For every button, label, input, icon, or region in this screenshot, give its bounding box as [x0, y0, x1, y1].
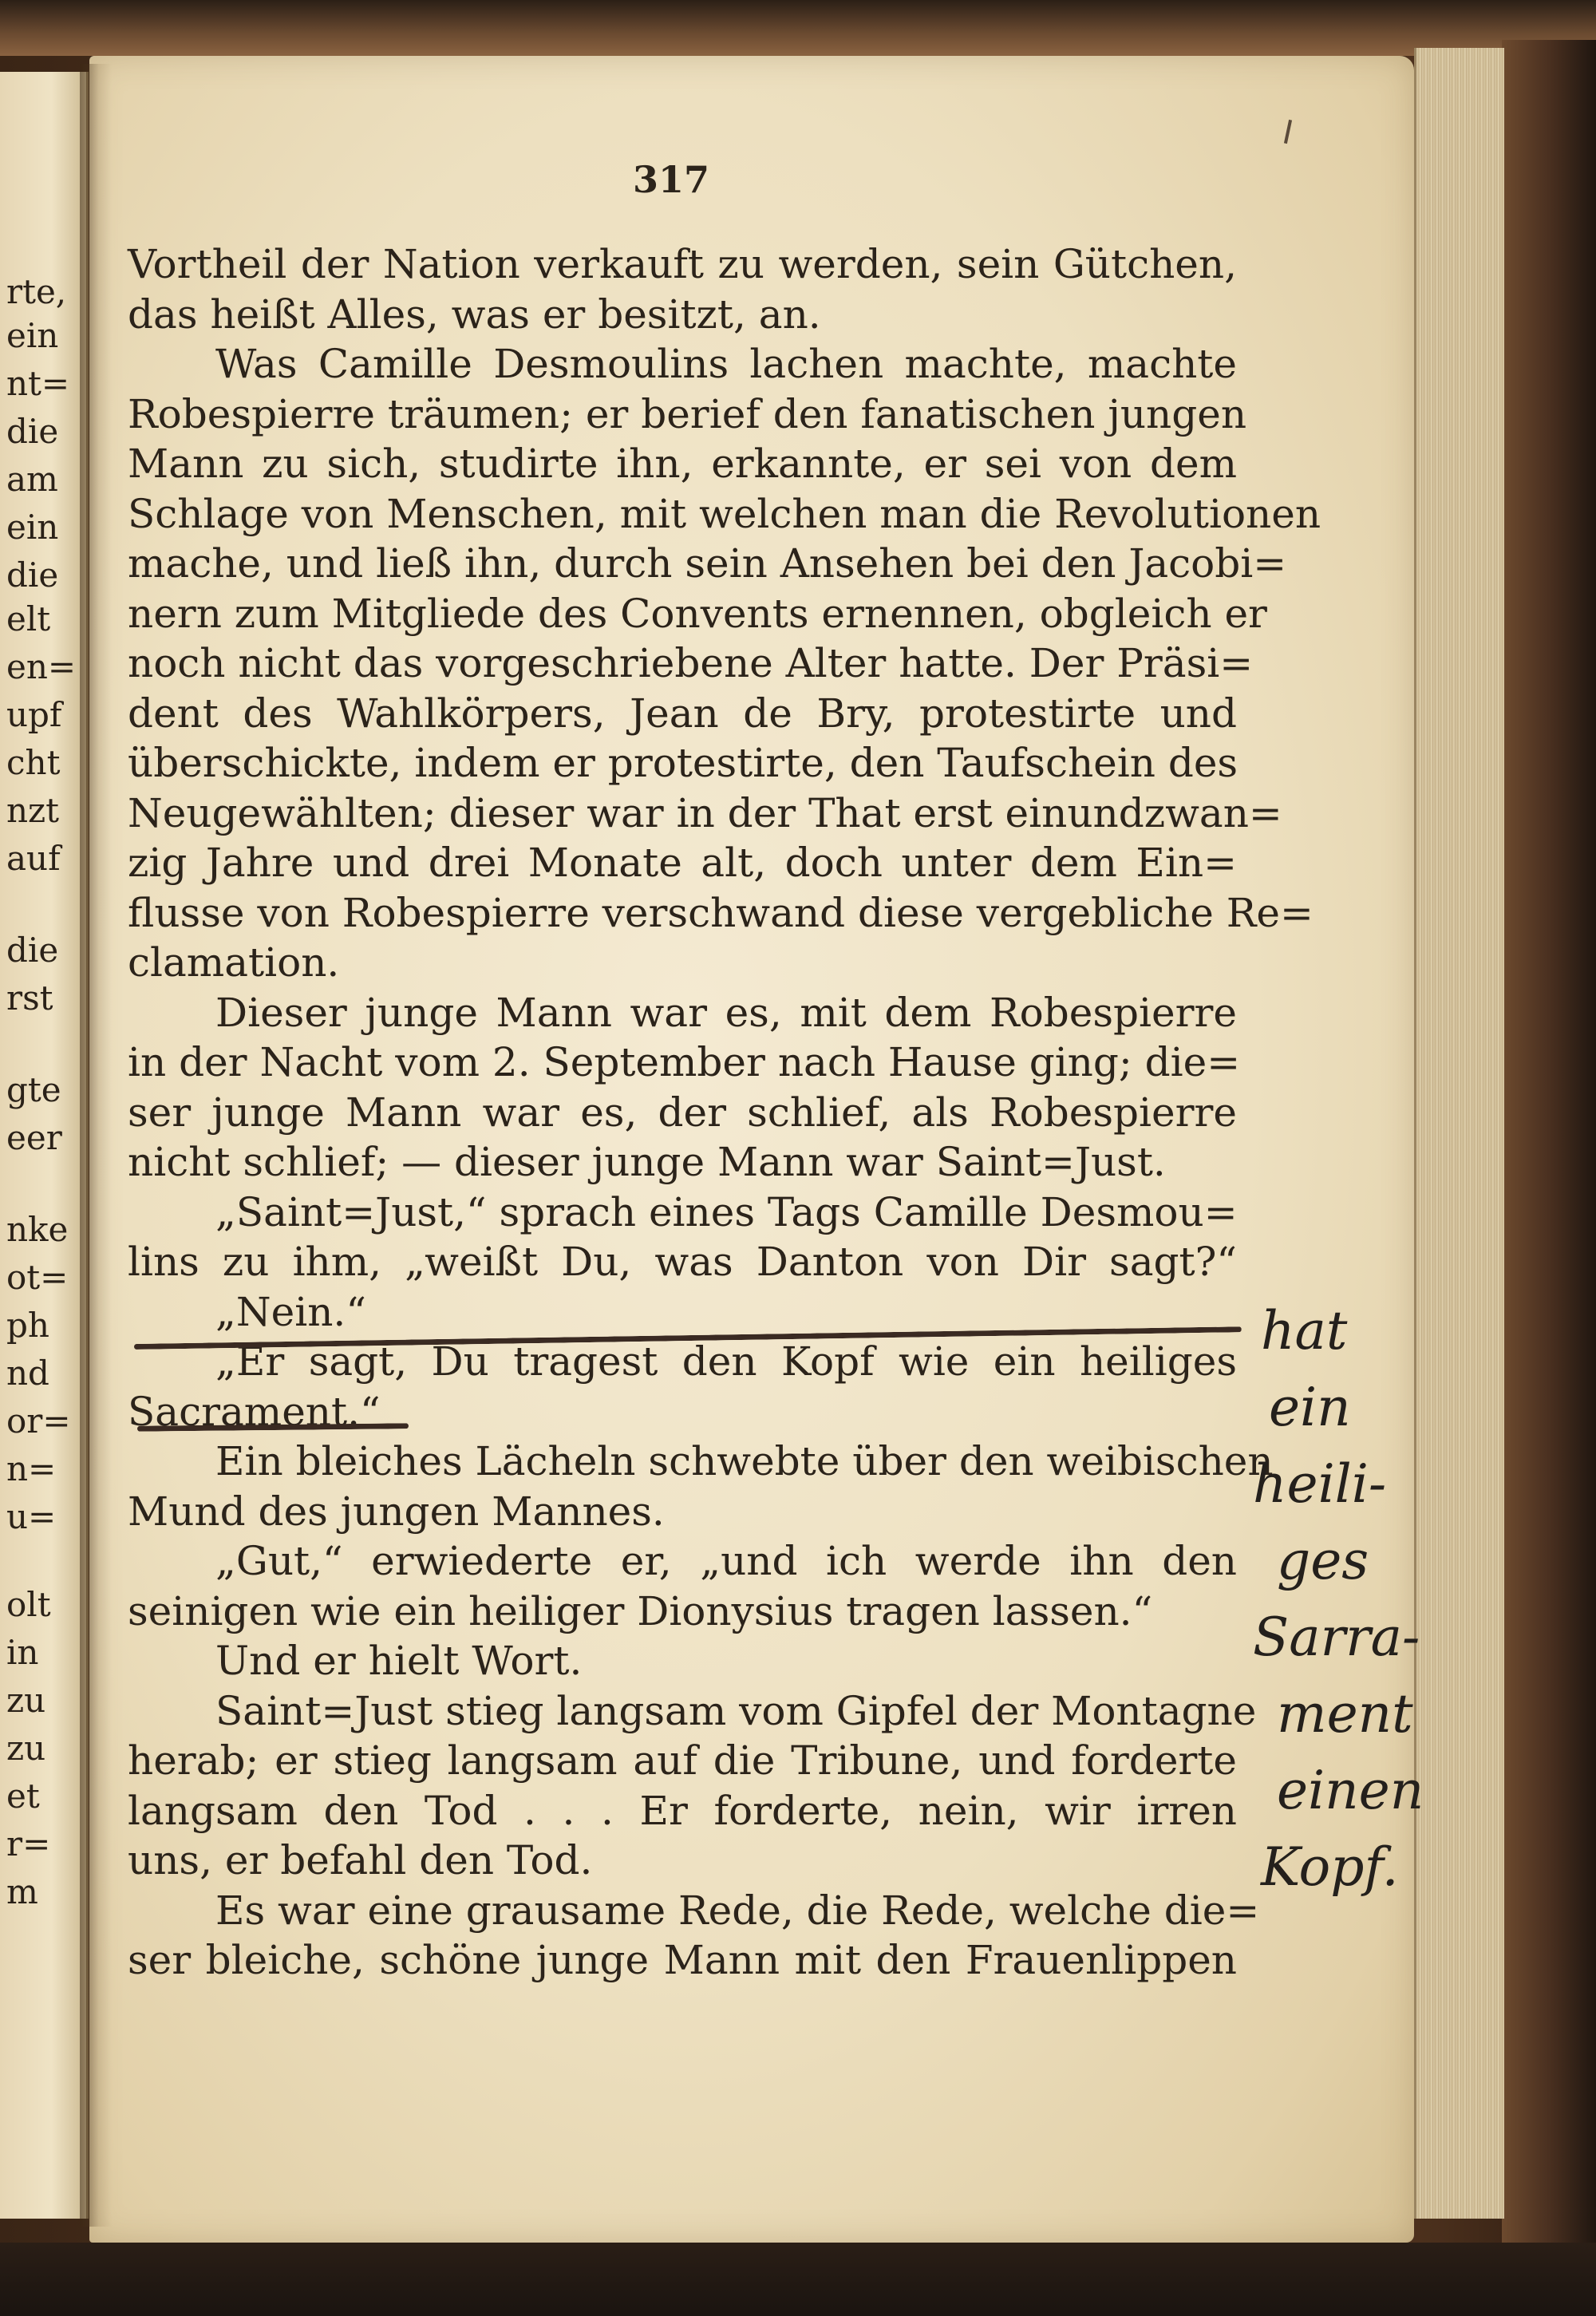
text-line: Neugewählten; dieser war in der That erst einundzwan= [128, 789, 1282, 836]
handwritten-word: ment [1277, 1683, 1413, 1745]
text-line: „Er sagt, Du tragest den Kopf wie ein heiliges [215, 1338, 1237, 1385]
text-line: Ein bleiches Lächeln schwebte über den weibischen [215, 1438, 1274, 1484]
text-line: clamation. [128, 939, 340, 986]
cover-top-edge [0, 0, 1596, 56]
text-line: flusse von Robespierre verschwand diese vergebliche Re= [128, 889, 1314, 936]
cover-right-edge [1502, 40, 1596, 2243]
text-line: zig Jahre und drei Monate alt, doch unter dem Ein= [128, 840, 1237, 886]
text-line: Robespierre träumen; er berief den fanatischen jungen [128, 390, 1247, 437]
text-line: „Nein.“ [215, 1288, 366, 1335]
text-line: uns, er befahl den Tod. [128, 1837, 593, 1883]
left-page-fragment: u= [6, 1497, 57, 1536]
text-line: herab; er stieg langsam auf die Tribune, und forderte [128, 1737, 1237, 1784]
left-page-fragment: die [6, 412, 59, 451]
text-line: in der Nacht vom 2. September nach Hause ging; die= [128, 1039, 1241, 1085]
left-page-sliver [0, 72, 89, 2219]
left-page-fragment: r= [6, 1824, 51, 1863]
body-text [128, 239, 1321, 1986]
text-line: langsam den Tod . . . Er forderte, nein, wir irren [128, 1787, 1237, 1834]
text-line: noch nicht das vorgeschriebene Alter hatte. Der Präsi= [128, 640, 1254, 686]
left-page-fragment: ph [6, 1306, 49, 1345]
left-page-fragment: et [6, 1777, 40, 1816]
text-line: seinigen wie ein heiliger Dionysius tragen lassen.“ [128, 1587, 1153, 1634]
left-page-fragment: cht [6, 743, 61, 782]
left-page-fragment: n= [6, 1449, 57, 1488]
left-page-fragment: am [6, 460, 58, 499]
text-line: Dieser junge Mann war es, mit dem Robespierre [215, 989, 1237, 1036]
handwritten-word: hat [1261, 1300, 1348, 1362]
text-line: Vortheil der Nation verkauft zu werden, sein Gütchen, [128, 241, 1237, 287]
left-page-fragment: ein [6, 508, 59, 547]
cover-bottom-edge [0, 2243, 1596, 2316]
gutter-shadow [80, 64, 112, 2227]
text-line: Saint=Just stieg langsam vom Gipfel der Montagne [215, 1687, 1257, 1734]
text-line: Es war eine grausame Rede, die Rede, welche die= [215, 1887, 1260, 1934]
text-line: „Gut,“ erwiederte er, „und ich werde ihn den [215, 1538, 1237, 1584]
left-page-fragment: nt= [6, 364, 70, 403]
left-page-fragment: die [6, 555, 59, 595]
handwritten-word: Kopf. [1261, 1836, 1399, 1898]
left-page-fragment: rst [6, 978, 53, 1018]
left-page-fragment: nd [6, 1354, 49, 1393]
left-page-fragment: m [6, 1872, 38, 1911]
text-line: Sacrament.“ [128, 1388, 381, 1435]
text-line: Mund des jungen Mannes. [128, 1488, 665, 1535]
handwritten-word: ein [1269, 1377, 1351, 1438]
left-page-fragment: zu [6, 1729, 46, 1768]
left-page-fragment: auf [6, 839, 61, 878]
left-page-fragment: rte, [6, 272, 67, 311]
text-line: Was Camille Desmoulins lachen machte, machte [215, 341, 1237, 387]
text-line: mache, und ließ ihn, durch sein Ansehen bei den Jacobi= [128, 540, 1287, 587]
handwritten-word: ges [1277, 1530, 1369, 1591]
left-page-fragment: ot= [6, 1258, 69, 1297]
text-line: ser bleiche, schöne junge Mann mit den Frauenlippen [128, 1937, 1237, 1983]
text-line: ser junge Mann war es, der schlief, als Robespierre [128, 1089, 1237, 1136]
handwritten-word: einen [1277, 1760, 1424, 1821]
left-page-fragment: eer [6, 1118, 62, 1157]
handwritten-word: Sarra- [1253, 1607, 1420, 1668]
text-line: „Saint=Just,“ sprach eines Tags Camille Desmou= [215, 1188, 1238, 1235]
text-line: überschickte, indem er protestirte, den Taufschein des [128, 740, 1238, 786]
left-page-fragment: ein [6, 316, 59, 355]
text-line: dent des Wahlkörpers, Jean de Bry, protestirte und [128, 690, 1237, 737]
left-page-fragment: in [6, 1633, 39, 1672]
text-line: Mann zu sich, studirte ihn, erkannte, er sei von dem [128, 441, 1237, 487]
left-page-fragment: gte [6, 1070, 61, 1109]
text-line: nicht schlief; — dieser junge Mann war Saint=Just. [128, 1139, 1166, 1185]
text-line: lins zu ihm, „weißt Du, was Danton von Dir sagt?“ [128, 1239, 1237, 1285]
left-page-fragment: nke [6, 1210, 69, 1249]
left-page-fragment: en= [6, 647, 77, 686]
text-line: Und er hielt Wort. [215, 1638, 583, 1684]
text-line: das heißt Alles, was er besitzt, an. [128, 290, 821, 338]
left-page-fragment: die [6, 931, 59, 970]
text-line: Schlage von Menschen, mit welchen man die Revolutionen [128, 490, 1321, 537]
left-page-fragment: upf [6, 695, 62, 734]
left-page-fragment: or= [6, 1401, 71, 1441]
handwritten-word: heili- [1253, 1453, 1387, 1515]
left-page-fragment: elt [6, 599, 51, 638]
left-page-fragment: zu [6, 1681, 46, 1720]
handwritten-margin-note [1245, 1293, 1436, 1906]
left-page-fragment: nzt [6, 791, 60, 830]
left-page-fragment: olt [6, 1585, 51, 1624]
text-line: nern zum Mitgliede des Convents ernennen, obgleich er [128, 590, 1267, 637]
page-number: 317 [632, 158, 710, 201]
